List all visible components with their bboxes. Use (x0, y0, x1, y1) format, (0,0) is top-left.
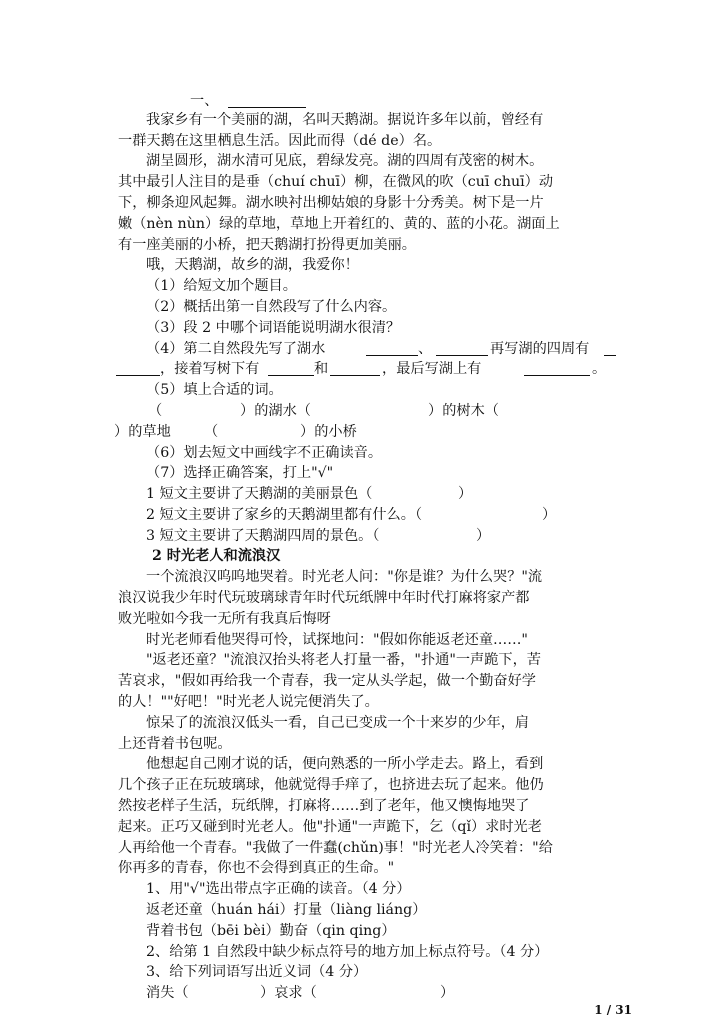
exercise-3: 消失（ ）哀求（ ） (146, 985, 455, 1002)
question-6: （6）划去短文中画线字不正确读音。 (146, 444, 383, 461)
p3-line: 哦，天鹅湖，故乡的湖，我爱你！ (146, 257, 359, 274)
story-line: 败光啦如今我一无所有我真后悔呀 (118, 610, 331, 627)
exercise-3: 3、给下列词语写出近义词（4 分） (146, 964, 368, 981)
p2-line: 湖呈圆形，湖水清可见底，碧绿发亮。湖的四周有茂密的树木。 (146, 153, 544, 170)
story-line: 上还背着书包呢。 (118, 735, 232, 752)
answer-blank[interactable] (604, 338, 616, 356)
q7-option[interactable]: 1 短文主要讲了天鹅湖的美丽景色（ ） (146, 486, 473, 503)
section-2-title: 2 时光老人和流浪汉 (152, 548, 281, 565)
p2-line: 其中最引人注目的是垂（chuí chuī）柳，在微风的吹（cuī chuī）动 (118, 174, 554, 191)
story-line: 几个孩子正在玩玻璃球，他就觉得手痒了，也挤进去玩了起来。他仍 (118, 777, 544, 794)
question-5-line: （ ）的湖水（ ）的树木（ (148, 402, 499, 419)
p2-line: 下，柳条迎风起舞。湖水映衬出柳姑娘的身影十分秀美。树下是一片 (118, 195, 544, 212)
story-line: 他想起自己刚才说的话，便向熟悉的一所小学走去。路上，看到 (146, 756, 544, 773)
story-line: 人再给他一个青春。"我做了一件蠢(chǔn)事！"时光老人冷笑着："给 (118, 839, 553, 856)
p1-line: 我家乡有一个美丽的湖，名叫天鹅湖。据说许多年以前，曾经有 (146, 111, 544, 128)
question-7: （7）选择正确答案，打上"√" (146, 465, 334, 482)
story-line: 你再多的青春，你也不会得到真正的生命。" (118, 860, 395, 877)
exercise-1-line[interactable]: 背着书包（bēi bèi）勤奋（qin qing） (146, 922, 396, 939)
question-5: （5）填上合适的词。 (146, 382, 283, 399)
p2-line: 有一座美丽的小桥，把天鹅湖打扮得更加美丽。 (118, 236, 416, 253)
page-number: 1 / 31 (594, 1003, 632, 1017)
answer-blank[interactable] (524, 358, 590, 376)
question-1: （1）给短文加个题目。 (146, 278, 297, 295)
story-line: 的人！""好吧！"时光老人说完便消失了。 (118, 694, 379, 711)
question-4-cont: ，接着写树下有 和 ，最后写湖上有 。 (0, 358, 724, 380)
story-line: 然按老样子生活，玩纸牌，打麻将……到了老年，他又懊悔地哭了 (118, 797, 530, 814)
title-blank[interactable] (228, 90, 306, 108)
story-line: 浪汉说我少年时代玩玻璃球青年时代玩纸牌中年时代打麻将家产都 (118, 590, 530, 607)
q7-option[interactable]: 3 短文主要讲了天鹅湖四周的景色。（ ） (146, 527, 491, 544)
story-line: 惊呆了的流浪汉低头一看，自己已变成一个十来岁的少年，肩 (146, 714, 530, 731)
answer-blank[interactable] (330, 358, 380, 376)
story-line: 起来。正巧又碰到时光老人。他"扑通"一声跪下，乞（qǐ）求时光老 (118, 818, 542, 835)
story-line: 一个流浪汉呜呜地哭着。时光老人问："你是谁？为什么哭？"流 (146, 569, 543, 586)
section-1-heading: 一、 (0, 90, 724, 112)
question-5-line: ）的草地 （ ）的小桥 (114, 423, 357, 440)
story-line: 苦哀求，"假如再给我一个青春，我一定从头学起，做一个勤奋好学 (118, 673, 536, 690)
story-line: 时光老师看他哭得可怜，试探地问："假如你能返老还童……" (146, 631, 528, 648)
exercise-1: 1、用"√"选出带点字正确的读音。（4 分） (146, 881, 411, 898)
question-3: （3）段 2 中哪个词语能说明湖水很清？ (146, 319, 401, 336)
story-line: "返老还童？"流浪汉抬头将老人打量一番，"扑通"一声跪下，苦 (146, 652, 541, 669)
answer-blank[interactable] (116, 358, 160, 376)
exercise-1-line[interactable]: 返老还童（huán hái）打量（liàng liáng） (146, 901, 427, 918)
question-4: （4）第二自然段先写了湖水 、 再写湖的四周有 (0, 338, 724, 360)
p2-line: 嫩（nèn nùn）绿的草地，草地上开着红的、黄的、蓝的小花。湖面上 (118, 215, 560, 232)
answer-blank[interactable] (436, 338, 488, 356)
answer-blank[interactable] (366, 338, 418, 356)
q7-option[interactable]: 2 短文主要讲了家乡的天鹅湖里都有什么。（ ） (146, 506, 557, 523)
answer-blank[interactable] (268, 358, 314, 376)
exercise-2: 2、给第 1 自然段中缺少标点符号的地方加上标点符号。（4 分） (146, 943, 549, 960)
question-2: （2）概括出第一自然段写了什么内容。 (146, 299, 397, 315)
p1-line: 一群天鹅在这里栖息生活。因此而得（dé de）名。 (118, 132, 442, 149)
